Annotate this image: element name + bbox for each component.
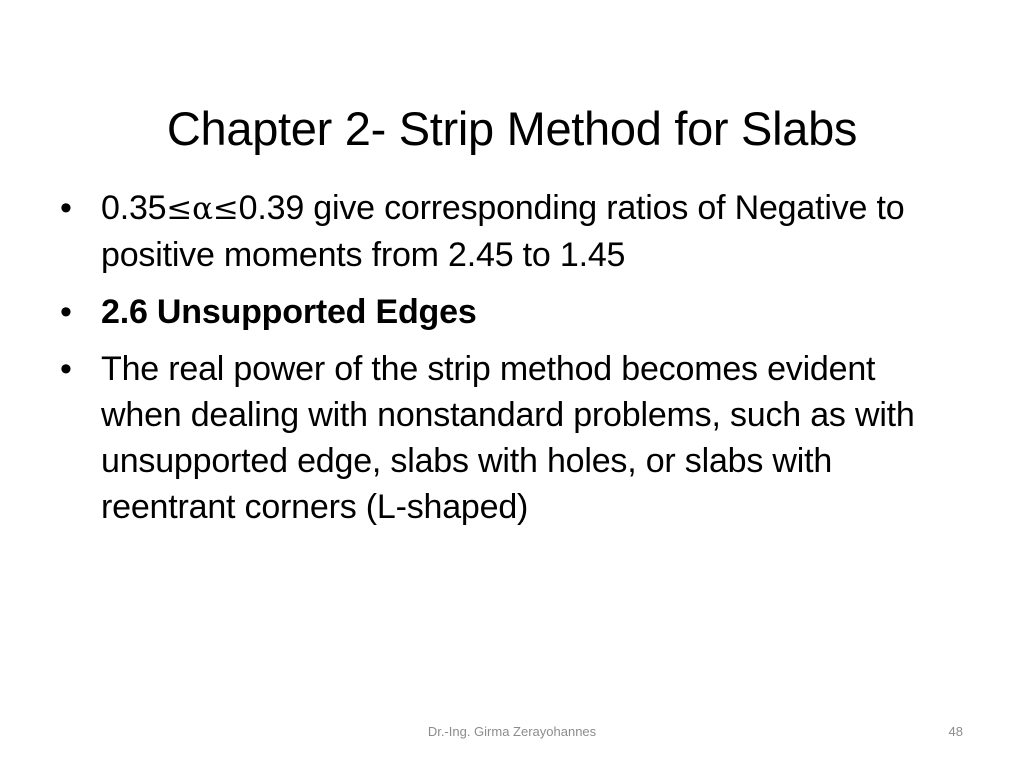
page-number: 48 (948, 724, 963, 739)
footer-author: Dr.-Ing. Girma Zerayohannes (427, 724, 597, 739)
bullet-glyph: • (60, 350, 72, 388)
alpha-range-description: 0.39 give corresponding ratios of Negative to positive moments from 2.45 to 1.45 (101, 189, 905, 274)
bullet-glyph: • (60, 293, 72, 331)
bullet-text (101, 189, 904, 274)
bullet-text: The real power of the strip method becomes evident when dealing with nonstandard problems, such as with unsupported edge, slabs with holes, or slabs with reentrant corners (L-shaped) (101, 350, 915, 526)
alpha-symbol: α (192, 191, 213, 227)
bullet-item-strip-method-power (58, 346, 938, 530)
section-heading-text: 2.6 Unsupported Edges (101, 293, 477, 331)
bullet-list (58, 185, 938, 541)
bullet-item-section-heading (58, 289, 938, 335)
bullet-glyph: • (60, 189, 72, 227)
less-equal-symbol: ≤ (212, 191, 239, 227)
less-equal-symbol: ≤ (166, 191, 193, 227)
bullet-item-alpha-range (58, 185, 938, 278)
slide-title: Chapter 2- Strip Method for Slabs (166, 102, 858, 156)
alpha-lower-bound: 0.35 (101, 189, 167, 227)
